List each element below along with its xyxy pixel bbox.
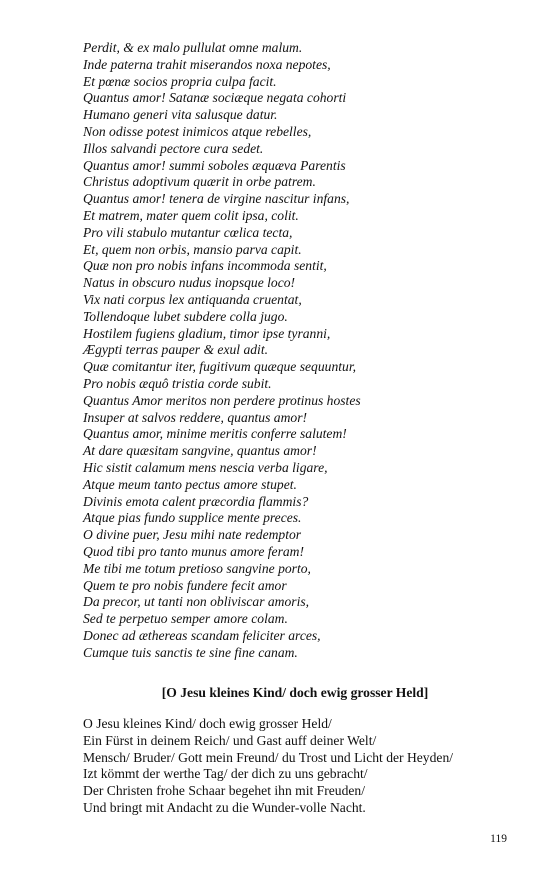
poem-line: Me tibi me totum pretioso sangvine porto, — [83, 560, 311, 576]
poem-line: Perdit, & ex malo pullulat omne malum. — [83, 40, 303, 55]
poem-line: Inde paterna trahit miserandos noxa nepotes, — [83, 56, 331, 72]
poem-line: Christus adoptivum quærit in orbe patrem. — [83, 174, 316, 190]
poem-line: Hic sistit calamum mens nescia verba ligare, — [83, 459, 328, 475]
page-number: 119 — [490, 833, 507, 845]
poem-line: Atque meum tanto pectus amore stupet. — [83, 476, 297, 492]
poem-line: Natus in obscuro nudus inopsque loco! — [83, 275, 296, 291]
poem-line: Ægypti terras pauper & exul adit. — [83, 342, 269, 358]
poem-line: Humano generi vita salusque datur. — [83, 107, 278, 123]
poem-line: Et, quem non orbis, mansio parva capit. — [83, 241, 302, 257]
poem-line: Et pœnæ socios propria culpa facit. — [83, 73, 277, 89]
poem-line: Quæ non pro nobis infans incommoda sentit, — [83, 258, 327, 274]
german-poem — [83, 716, 523, 817]
poem-line: Tollendoque lubet subdere colla jugo. — [83, 308, 288, 324]
poem-line: Hostilem fugiens gladium, timor ipse tyranni, — [83, 325, 331, 341]
poem-line: Quod tibi pro tanto munus amore feram! — [83, 543, 305, 559]
poem-line: Pro nobis æquô tristia corde subit. — [83, 375, 272, 391]
poem-line: Quantus amor! summi soboles æquæva Parentis — [83, 157, 346, 173]
latin-poem — [83, 40, 523, 661]
poem-line: Quantus amor, minime meritis conferre salutem! — [83, 426, 347, 442]
poem-line: Quantus amor! Satanæ sociæque negata cohorti — [83, 90, 347, 106]
poem-line: Et matrem, mater quem colit ipsa, colit. — [83, 207, 299, 223]
poem-line: O divine puer, Jesu mihi nate redemptor — [83, 527, 302, 543]
poem-line: Insuper at salvos reddere, quantus amor! — [83, 409, 308, 425]
poem-line: Sed te perpetuo semper amore colam. — [83, 611, 288, 627]
poem-line: Da precor, ut tanti non obliviscar amoris, — [83, 594, 310, 610]
poem-line: Illos salvandi pectore cura sedet. — [83, 140, 264, 156]
poem-line: Non odisse potest inimicos atque rebelles, — [83, 123, 312, 139]
poem-line: Quantus Amor meritos non perdere protinus hostes — [83, 392, 361, 408]
poem-line: Pro vili stabulo mutantur cœlica tecta, — [83, 224, 293, 240]
section-heading: [O Jesu kleines Kind/ doch ewig grosser Held] — [161, 685, 429, 700]
poem-line: Der Christen frohe Schaar begehet ihn mit Freuden/ — [83, 783, 365, 799]
poem-line: Ein Fürst in deinem Reich/ und Gast auff deiner Welt/ — [83, 732, 377, 748]
poem-line: Mensch/ Bruder/ Gott mein Freund/ du Trost und Licht der Heyden/ — [83, 749, 454, 765]
poem-line: Donec ad æthereas scandam feliciter arces, — [83, 627, 321, 643]
poem-line: O Jesu kleines Kind/ doch ewig grosser Held/ — [83, 716, 332, 731]
poem-line: Und bringt mit Andacht zu die Wunder-volle Nacht. — [83, 799, 366, 815]
poem-line: Quæ comitantur iter, fugitivum quæque sequuntur, — [83, 359, 357, 375]
poem-line: Atque pias fundo supplice mente preces. — [83, 510, 302, 526]
poem-line: Quem te pro nobis fundere fecit amor — [83, 577, 287, 593]
poem-line: Vix nati corpus lex antiquanda cruentat, — [83, 291, 302, 307]
poem-line: Izt kömmt der werthe Tag/ der dich zu uns gebracht/ — [83, 766, 368, 782]
poem-line: Cumque tuis sanctis te sine fine canam. — [83, 644, 298, 660]
poem-line: At dare quæsitam sangvine, quantus amor! — [83, 443, 317, 459]
poem-line: Quantus amor! tenera de virgine nascitur infans, — [83, 191, 350, 207]
poem-line: Divinis emota calent præcordia flammis? — [83, 493, 309, 509]
